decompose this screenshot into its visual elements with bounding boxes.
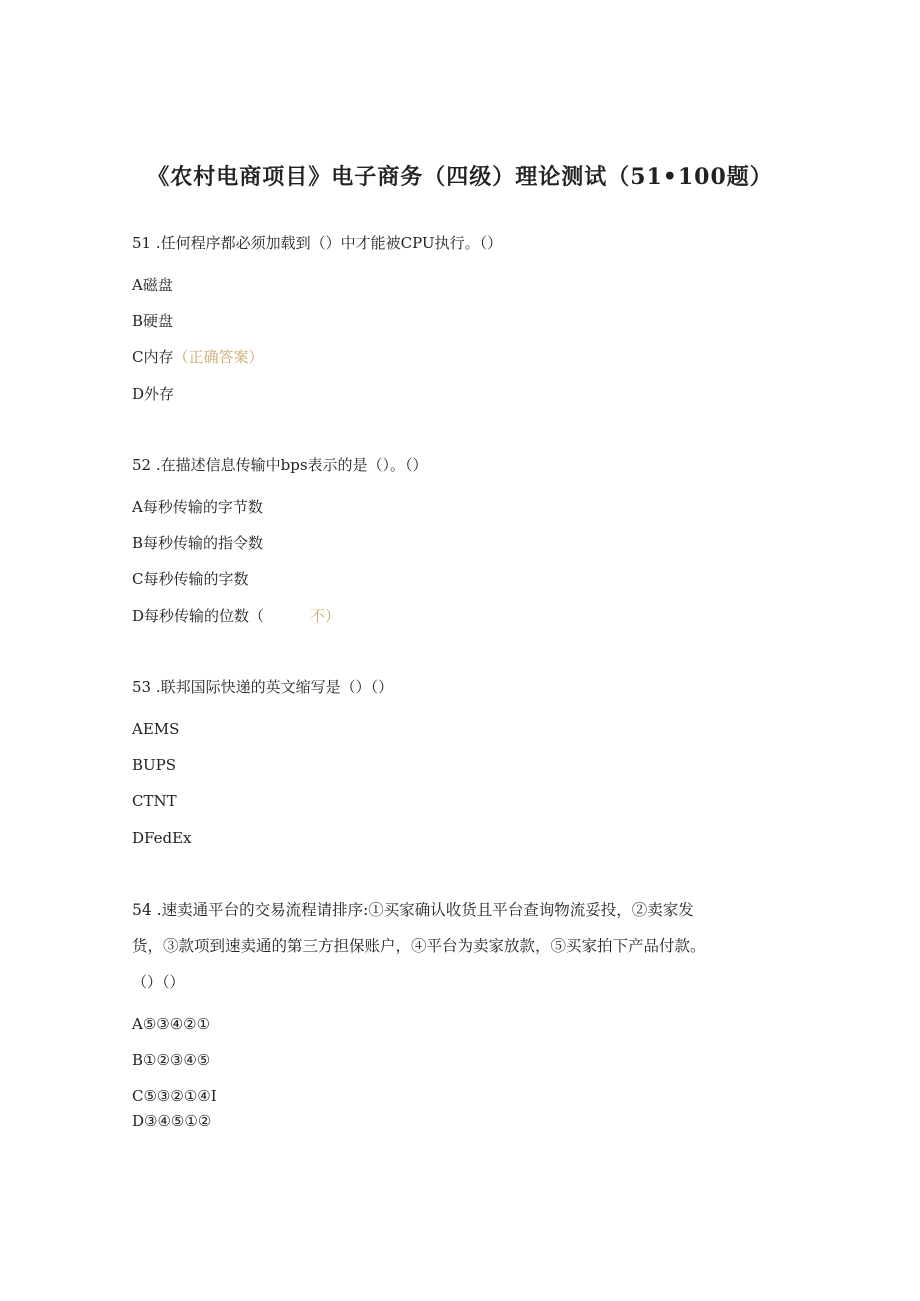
question-52-option-d	[132, 606, 340, 626]
question-54-stem-line-3: （）（）	[132, 973, 185, 991]
question-51-option-a: A磁盘	[132, 276, 173, 294]
question-54-option-a: A⑤③④②①	[132, 1015, 211, 1033]
question-52-option-a: A每秒传输的字节数	[132, 498, 263, 516]
question-54-option-b: B①②③④⑤	[132, 1051, 211, 1069]
question-53-option-a: AEMS	[132, 720, 180, 738]
question-51-option-c	[132, 347, 264, 367]
page-title: 《农村电商项目》电子商务（四级）理论测试（51•100题）	[147, 164, 773, 190]
question-54-stem-line-1: 54 .速卖通平台的交易流程请排序:①买家确认收货且平台查询物流妥投，②卖家发	[132, 901, 694, 919]
question-51-option-b: B硬盘	[132, 312, 174, 330]
question-53-option-c: CTNT	[132, 792, 177, 810]
question-52-option-c: C每秒传输的字数	[132, 570, 249, 588]
correct-answer-note: （正确答案）	[173, 348, 264, 366]
question-53-stem: 53 .联邦国际快递的英文缩写是（）（）	[132, 678, 394, 696]
question-51-option-d: D外存	[132, 385, 175, 403]
question-52-stem: 52 .在描述信息传输中bps表示的是（）。（）	[132, 456, 428, 474]
question-54-option-d: D③④⑤①②	[132, 1112, 212, 1130]
option-text: D每秒传输的位数（	[132, 607, 265, 625]
answer-note: 不）	[310, 607, 341, 625]
question-51-stem: 51 .任何程序都必须加载到（）中才能被CPU执行。（）	[132, 234, 503, 252]
option-text: C内存	[132, 348, 174, 366]
question-52-option-b: B每秒传输的指令数	[132, 534, 264, 552]
question-53-option-b: BUPS	[132, 756, 177, 774]
question-54-option-c: C⑤③②①④I	[132, 1087, 217, 1105]
question-54-stem-line-2: 货，③款项到速卖通的第三方担保账户，④平台为卖家放款，⑤买家拍下产品付款。	[132, 937, 706, 955]
question-53-option-d: DFedEx	[132, 829, 192, 847]
